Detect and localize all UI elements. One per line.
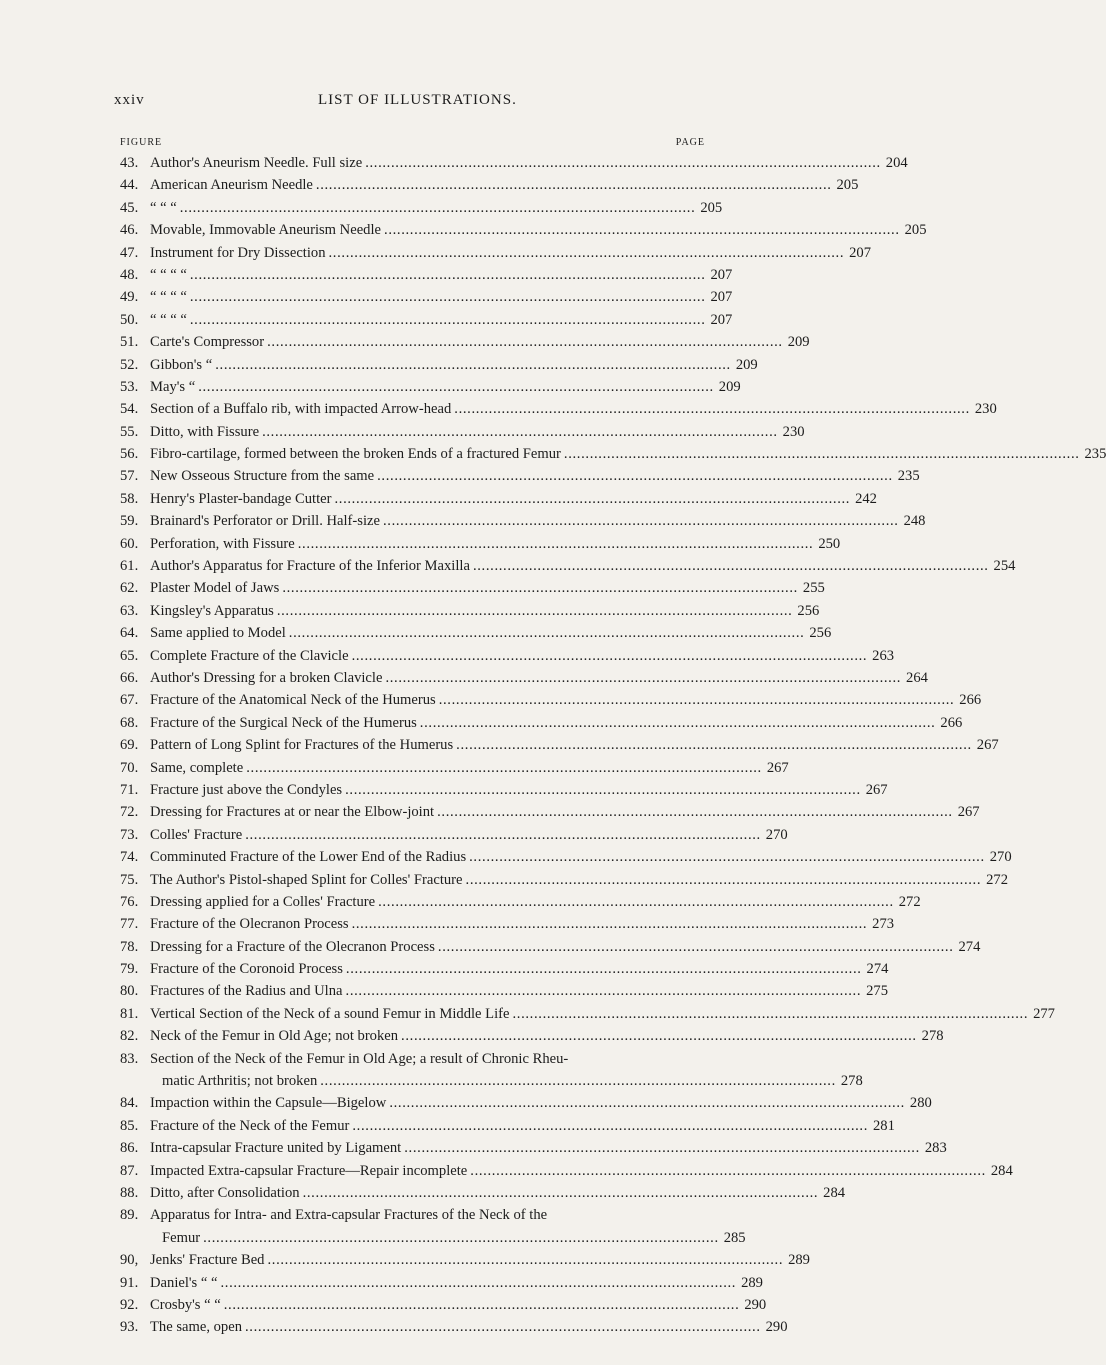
page-reference: 205	[904, 222, 927, 239]
list-item	[120, 757, 789, 779]
page-reference: 274	[958, 938, 981, 955]
dot-leader	[262, 421, 775, 443]
figure-title: Comminuted Fracture of the Lower End of the Radius	[150, 849, 467, 866]
figure-title: “ “ “	[150, 199, 177, 216]
page-reference: 267	[976, 737, 999, 754]
page-reference: 267	[957, 804, 980, 821]
figure-number: 50.	[120, 311, 139, 328]
page-reference: 278	[921, 1028, 944, 1045]
page-reference: 272	[898, 893, 921, 910]
list-item	[120, 376, 741, 398]
list-item	[120, 510, 926, 532]
dot-leader	[334, 488, 847, 510]
dot-leader	[203, 1227, 716, 1249]
figure-title: Jenks' Fracture Bed	[150, 1252, 265, 1269]
page-reference: 230	[974, 401, 997, 418]
list-item	[120, 398, 997, 420]
dot-leader	[346, 958, 859, 980]
page-reference: 290	[744, 1296, 767, 1313]
figure-number: 60.	[120, 535, 139, 552]
running-head	[114, 92, 708, 112]
figure-title: Crosby's “ “	[150, 1296, 221, 1313]
figure-title: Apparatus for Intra- and Extra-capsular Fractures of the Neck of the	[150, 1207, 548, 1224]
figure-number: 90,	[120, 1252, 139, 1269]
page-reference: 284	[990, 1162, 1013, 1179]
dot-leader	[384, 219, 897, 241]
dot-leader	[404, 1137, 917, 1159]
figure-title: American Aneurism Needle	[150, 177, 313, 194]
list-item	[120, 667, 928, 689]
dot-leader	[352, 645, 865, 667]
figure-number: 74.	[120, 849, 139, 866]
list-item	[120, 779, 888, 801]
figure-number: 68.	[120, 714, 139, 731]
dot-leader	[298, 533, 811, 555]
dot-leader	[320, 1070, 833, 1092]
dot-leader	[439, 689, 952, 711]
figure-number: 56.	[120, 446, 139, 463]
figure-number: 49.	[120, 289, 139, 306]
figure-number: 46.	[120, 222, 139, 239]
page-reference: 270	[989, 849, 1012, 866]
list-item	[120, 1316, 788, 1338]
figure-number: 72.	[120, 804, 139, 821]
figure-title: Movable, Immovable Aneurism Needle	[150, 222, 382, 239]
figure-title: Carte's Compressor	[150, 334, 265, 351]
figure-number: 75.	[120, 871, 139, 888]
list-item	[120, 465, 920, 487]
figure-number: 89.	[120, 1207, 139, 1224]
figure-title: Author's Apparatus for Fracture of the Inferior Maxilla	[150, 558, 470, 575]
dot-leader	[346, 980, 859, 1002]
figure-number: 53.	[120, 378, 139, 395]
page-reference: 289	[741, 1274, 763, 1291]
page-reference: 266	[940, 714, 963, 731]
dot-leader	[469, 846, 982, 868]
figure-number: 92.	[120, 1296, 139, 1313]
list-item	[120, 197, 723, 219]
page-reference: 289	[788, 1252, 810, 1269]
figure-title: The Author's Pistol-shaped Splint for Colles' Fracture	[150, 871, 463, 888]
page-reference: 205	[700, 199, 723, 216]
page-reference: 275	[866, 983, 888, 1000]
page-reference: 280	[909, 1095, 932, 1112]
list-item	[120, 1070, 863, 1092]
dot-leader	[512, 1003, 1025, 1025]
figure-number: 58.	[120, 490, 139, 507]
dot-leader	[438, 936, 951, 958]
page-reference: 209	[787, 334, 810, 351]
list-item	[120, 1137, 947, 1159]
figure-number: 55.	[120, 423, 139, 440]
figure-number: 87.	[120, 1162, 139, 1179]
page-number: xxiv	[114, 92, 145, 108]
figure-title: Same applied to Model	[150, 625, 286, 642]
figure-number: 44.	[120, 177, 139, 194]
figure-title: Complete Fracture of the Clavicle	[150, 647, 349, 664]
page-reference: 235	[897, 468, 920, 485]
dot-leader	[352, 913, 865, 935]
dot-leader	[385, 667, 898, 689]
list-item	[120, 354, 758, 376]
figure-number: 64.	[120, 625, 139, 642]
list-item	[120, 152, 908, 174]
figure-title: Fracture of the Neck of the Femur	[150, 1117, 350, 1134]
figure-title: Intra-capsular Fracture united by Ligament	[150, 1140, 402, 1157]
page-reference: 256	[809, 625, 832, 642]
list-item	[120, 1160, 1013, 1182]
dot-leader	[352, 1115, 865, 1137]
figure-title: “ “ “ “	[150, 266, 187, 283]
figure-number: 88.	[120, 1184, 139, 1201]
figure-number: 57.	[120, 468, 139, 485]
page-reference: 270	[765, 826, 788, 843]
dot-leader	[180, 197, 693, 219]
list-item	[120, 801, 980, 823]
page-reference: 256	[797, 602, 820, 619]
figure-number: 63.	[120, 602, 139, 619]
list-item	[120, 555, 1016, 577]
page-reference: 267	[766, 759, 789, 776]
figure-title: Ditto, after Consolidation	[150, 1184, 300, 1201]
list-item	[120, 174, 859, 196]
figure-number: 67.	[120, 692, 139, 709]
dot-leader	[289, 622, 802, 644]
list-item	[120, 1092, 932, 1114]
page-reference: 255	[802, 580, 825, 597]
figure-number: 43.	[120, 155, 139, 171]
figure-title: Henry's Plaster-bandage Cutter	[150, 490, 332, 507]
dot-leader	[420, 712, 933, 734]
page-reference: 209	[718, 378, 741, 395]
figure-number: 76.	[120, 893, 139, 910]
list-item	[120, 488, 877, 510]
figure-number: 52.	[120, 356, 139, 373]
figure-title: Dressing for Fractures at or near the Elbow-joint	[150, 804, 435, 821]
page-reference: 207	[710, 311, 733, 328]
list-item	[120, 577, 825, 599]
figure-title: Same, complete	[150, 759, 244, 776]
page-reference: 230	[782, 423, 805, 440]
figure-column-heading: FIGURE	[120, 137, 163, 148]
dot-leader	[389, 1092, 902, 1114]
list-item	[120, 869, 1008, 891]
figure-title: “ “ “ “	[150, 289, 187, 306]
dot-leader	[473, 555, 986, 577]
dot-leader	[383, 510, 896, 532]
list-item	[120, 1204, 705, 1226]
list-item	[120, 1115, 895, 1137]
figure-title: Brainard's Perforator or Drill. Half-size	[150, 513, 380, 530]
figure-number: 83.	[120, 1050, 139, 1067]
dot-leader	[456, 734, 969, 756]
figure-title: Fracture of the Olecranon Process	[150, 916, 349, 933]
page-title: LIST OF ILLUSTRATIONS.	[318, 92, 517, 108]
dot-leader	[267, 1249, 780, 1271]
list-item	[120, 1025, 944, 1047]
page-reference: 272	[986, 871, 1008, 888]
dot-leader	[316, 174, 829, 196]
figure-title: New Osseous Structure from the same	[150, 468, 375, 485]
figure-title: Femur	[162, 1229, 201, 1246]
list-item	[120, 242, 871, 264]
page-reference: 207	[710, 289, 733, 306]
dot-leader	[245, 824, 758, 846]
dot-leader	[345, 779, 858, 801]
figure-title: Dressing for a Fracture of the Olecranon Process	[150, 938, 435, 955]
figure-number: 78.	[120, 938, 139, 955]
page-reference: 254	[993, 558, 1016, 575]
list-item	[120, 331, 810, 353]
figure-number: 80.	[120, 983, 139, 1000]
figure-number: 48.	[120, 266, 139, 283]
figure-number: 62.	[120, 580, 139, 597]
figure-title: Perforation, with Fissure	[150, 535, 295, 552]
figure-title: Kingsley's Apparatus	[150, 602, 274, 619]
dot-leader	[378, 891, 891, 913]
list-item	[120, 1048, 705, 1070]
dot-leader	[470, 1160, 983, 1182]
figure-number: 47.	[120, 244, 139, 261]
figure-title: matic Arthritis; not broken	[162, 1073, 318, 1090]
list-item	[120, 734, 999, 756]
dot-leader	[198, 376, 711, 398]
page-reference: 242	[855, 490, 877, 507]
list-item	[120, 936, 981, 958]
figure-title: Section of the Neck of the Femur in Old Age; a result of Chronic Rheu-	[150, 1050, 569, 1067]
page-reference: 278	[840, 1073, 863, 1090]
list-item	[120, 712, 963, 734]
figure-title: Dressing applied for a Colles' Fracture	[150, 893, 376, 910]
page-reference: 248	[903, 513, 926, 530]
list-item	[120, 645, 895, 667]
dot-leader	[365, 152, 878, 174]
figure-number: 79.	[120, 961, 139, 978]
figure-title: Author's Dressing for a broken Clavicle	[150, 669, 383, 686]
figure-title: The same, open	[150, 1319, 242, 1336]
dot-leader	[329, 242, 842, 264]
page-reference: 284	[823, 1184, 846, 1201]
list-item	[120, 958, 889, 980]
dot-leader	[224, 1294, 737, 1316]
list-item	[120, 1227, 746, 1249]
figure-title: Fracture of the Surgical Neck of the Humerus	[150, 714, 417, 731]
dot-leader	[303, 1182, 816, 1204]
page-reference: 266	[959, 692, 982, 709]
figure-title: Gibbon's “	[150, 356, 213, 373]
page-reference: 250	[818, 535, 841, 552]
figure-number: 65.	[120, 647, 139, 664]
list-item	[120, 1003, 1055, 1025]
figure-title: Fracture just above the Condyles	[150, 781, 343, 798]
figure-title: Ditto, with Fissure	[150, 423, 260, 440]
list-item	[120, 980, 888, 1002]
figure-title: Author's Aneurism Needle. Full size	[150, 155, 363, 171]
page-reference: 285	[723, 1229, 746, 1246]
figure-number: 86.	[120, 1140, 139, 1157]
list-item	[120, 1294, 767, 1316]
figure-number: 84.	[120, 1095, 139, 1112]
dot-leader	[220, 1272, 733, 1294]
list-item	[120, 309, 733, 331]
figure-title: Impacted Extra-capsular Fracture—Repair incomplete	[150, 1162, 468, 1179]
list-item	[120, 1249, 810, 1271]
dot-leader	[190, 309, 703, 331]
dot-leader	[190, 264, 703, 286]
figure-number: 51.	[120, 334, 139, 351]
figure-title: May's “	[150, 378, 196, 395]
figure-number: 82.	[120, 1028, 139, 1045]
list-item	[120, 421, 805, 443]
figure-title: Pattern of Long Splint for Fractures of the Humerus	[150, 737, 454, 754]
figure-number: 85.	[120, 1117, 139, 1134]
list-item	[120, 1272, 763, 1294]
page-reference: 207	[710, 266, 733, 283]
list-item	[120, 219, 927, 241]
dot-leader	[215, 354, 728, 376]
page-reference: 204	[885, 155, 908, 171]
figure-title: Vertical Section of the Neck of a sound Femur in Middle Life	[150, 1005, 510, 1022]
page-reference: 263	[872, 647, 895, 664]
figure-title: Daniel's “ “	[150, 1274, 218, 1291]
dot-leader	[454, 398, 967, 420]
figure-title: “ “ “ “	[150, 311, 187, 328]
page-reference: 207	[849, 244, 871, 261]
figure-title: Section of a Buffalo rib, with impacted Arrow-head	[150, 401, 452, 418]
page-reference: 283	[924, 1140, 947, 1157]
figure-number: 77.	[120, 916, 139, 933]
figure-number: 54.	[120, 401, 139, 418]
list-item	[120, 824, 788, 846]
dot-leader	[437, 801, 950, 823]
dot-leader	[277, 600, 790, 622]
figure-number: 93.	[120, 1319, 139, 1336]
list-item	[120, 891, 921, 913]
list-item	[120, 600, 820, 622]
dot-leader	[466, 869, 979, 891]
illustration-list	[120, 152, 1106, 1339]
list-item	[120, 622, 832, 644]
dot-leader	[377, 465, 890, 487]
dot-leader	[267, 331, 780, 353]
page-reference: 205	[836, 177, 859, 194]
figure-title: Fracture of the Anatomical Neck of the Humerus	[150, 692, 436, 709]
figure-title: Fracture of the Coronoid Process	[150, 961, 343, 978]
figure-title: Neck of the Femur in Old Age; not broken	[150, 1028, 399, 1045]
figure-title: Impaction within the Capsule—Bigelow	[150, 1095, 387, 1112]
figure-number: 81.	[120, 1005, 139, 1022]
figure-title: Fractures of the Radius and Ulna	[150, 983, 343, 1000]
page-reference: 235	[1084, 446, 1106, 463]
figure-title: Colles' Fracture	[150, 826, 243, 843]
figure-number: 66.	[120, 669, 139, 686]
page-reference: 274	[866, 961, 889, 978]
page-reference: 277	[1033, 1005, 1055, 1022]
figure-number: 61.	[120, 558, 139, 575]
page-reference: 209	[735, 356, 758, 373]
figure-number: 73.	[120, 826, 139, 843]
list-item	[120, 846, 1012, 868]
list-item	[120, 286, 733, 308]
list-item	[120, 443, 1106, 465]
list-item	[120, 689, 982, 711]
list-item	[120, 533, 841, 555]
figure-number: 91.	[120, 1274, 139, 1291]
figure-number: 70.	[120, 759, 139, 776]
page-reference: 264	[906, 669, 928, 686]
figure-number: 45.	[120, 199, 139, 216]
list-item	[120, 913, 895, 935]
page-reference: 290	[765, 1319, 788, 1336]
figure-title: Plaster Model of Jaws	[150, 580, 280, 597]
list-item	[120, 264, 733, 286]
page-reference: 281	[872, 1117, 895, 1134]
dot-leader	[245, 1316, 758, 1338]
dot-leader	[246, 757, 759, 779]
page-reference: 273	[872, 916, 895, 933]
column-headings	[120, 137, 705, 151]
page-reference: 267	[865, 781, 888, 798]
page-column-heading: PAGE	[675, 137, 705, 148]
figure-number: 71.	[120, 781, 139, 798]
dot-leader	[282, 577, 795, 599]
dot-leader	[190, 286, 703, 308]
figure-title: Instrument for Dry Dissection	[150, 244, 326, 261]
dot-leader	[564, 443, 1077, 465]
dot-leader	[401, 1025, 914, 1047]
figure-number: 69.	[120, 737, 139, 754]
figure-number: 59.	[120, 513, 139, 530]
figure-title: Fibro-cartilage, formed between the broken Ends of a fractured Femur	[150, 446, 561, 463]
list-item	[120, 1182, 846, 1204]
